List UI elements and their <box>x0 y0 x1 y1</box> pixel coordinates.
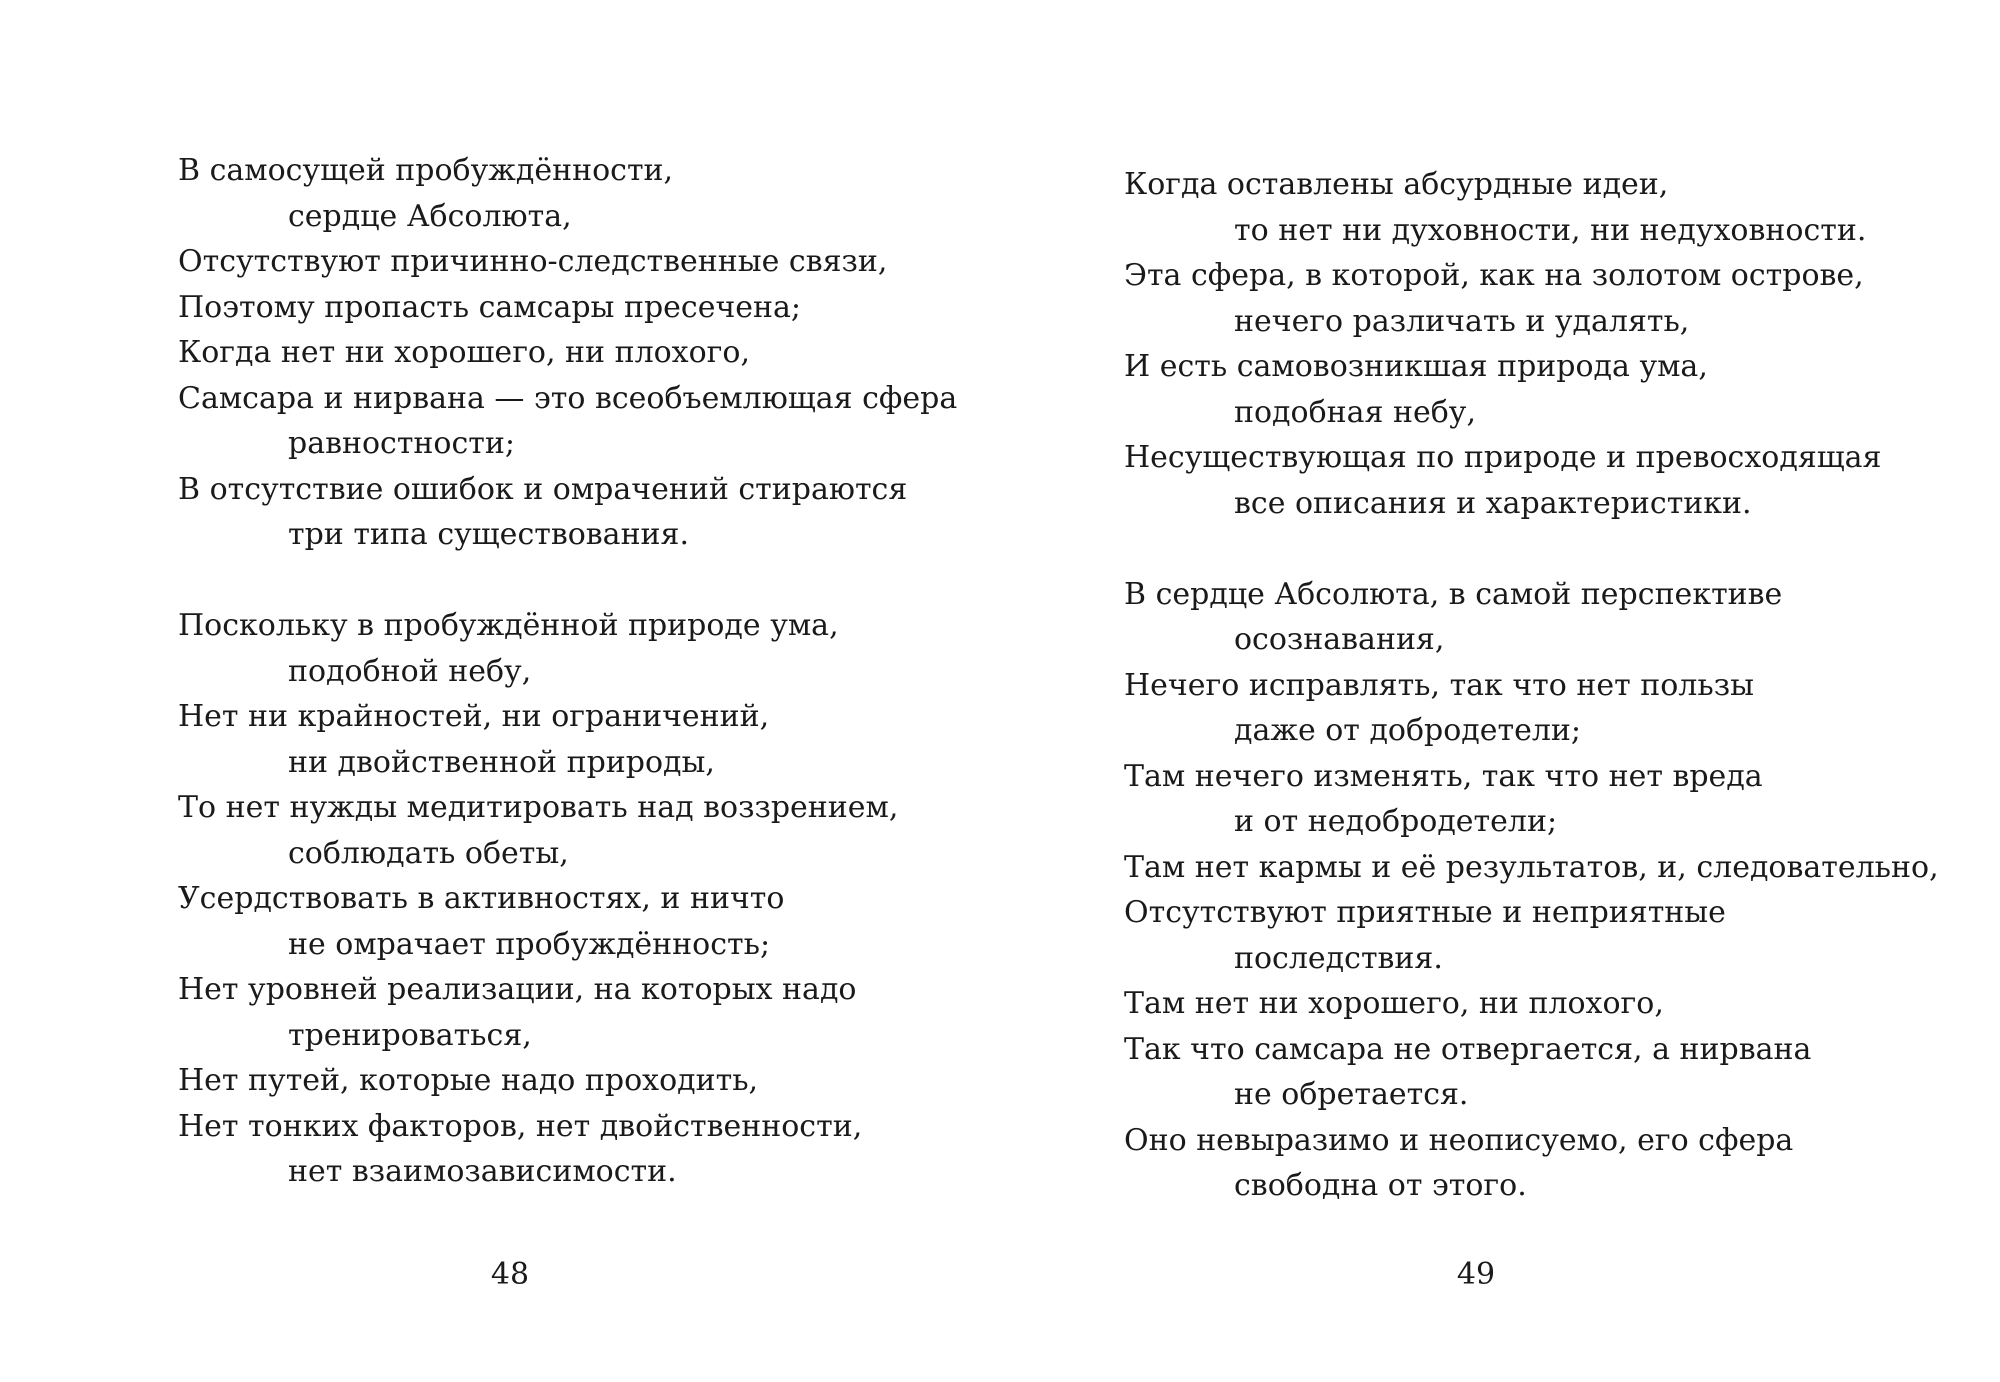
verse-line-indented: сердце Абсолюта, <box>288 198 572 234</box>
verse-line-indented: даже от добродетели; <box>1234 713 1582 748</box>
verse-line: Поэтому пропасть самсары пресечена; <box>178 289 802 325</box>
stanza <box>178 603 957 1195</box>
verse-line-indented: соблюдать обеты, <box>288 835 569 871</box>
verse-line-indented: и от недобродетели; <box>1234 804 1558 839</box>
verse-line-indented: осознавания, <box>1234 622 1445 657</box>
verse-line-indented: подобной небу, <box>288 653 532 689</box>
verse-line: Усердствовать в активностях, и ничто <box>178 881 785 916</box>
verse-line: Эта сфера, в которой, как на золотом острове, <box>1124 258 1864 293</box>
page-number: 48 <box>490 1257 530 1292</box>
verse-line-indented: все описания и характеристики. <box>1234 485 1752 521</box>
verse-line-indented: три типа существования. <box>288 517 690 552</box>
verse-line-indented: не обретается. <box>1234 1077 1469 1112</box>
verse-line-indented: ни двойственной природы, <box>288 744 715 780</box>
verse-line: Когда оставлены абсурдные идеи, <box>1124 167 1669 202</box>
verse-line-indented: последствия. <box>1234 940 1443 976</box>
verse-line: В самосущей пробуждённости, <box>178 153 674 188</box>
verse-line: Там нечего изменять, так что нет вреда <box>1124 758 1763 794</box>
verse-line-indented: нечего различать и удалять, <box>1234 303 1690 339</box>
verse-line: И есть самовозникшая природа ума, <box>1124 349 1708 384</box>
verse-line-indented: тренироваться, <box>288 1017 532 1053</box>
verse-line: Нет ни крайностей, ни ограничений, <box>178 699 770 734</box>
stanza <box>1124 162 1939 526</box>
verse-line: В отсутствие ошибок и омрачений стираются <box>178 471 908 507</box>
verse-line: То нет нужды медитировать над воззрением, <box>178 790 899 825</box>
right-page <box>1000 0 2000 1382</box>
poem-text <box>178 148 957 1195</box>
page-number: 49 <box>1456 1257 1496 1292</box>
verse-line-indented: равностности; <box>288 426 515 461</box>
verse-line: Нет уровней реализации, на которых надо <box>178 972 857 1007</box>
stanza <box>178 148 957 558</box>
verse-line-indented: то нет ни духовности, ни недуховности. <box>1234 212 1867 248</box>
verse-line: Поскольку в пробуждённой природе ума, <box>178 608 839 643</box>
verse-line-indented: свободна от этого. <box>1234 1168 1527 1203</box>
verse-line: Оно невыразимо и неописуемо, его сфера <box>1124 1122 1794 1158</box>
verse-line: Нет путей, которые надо проходить, <box>178 1063 759 1098</box>
stanza <box>1124 572 1939 1209</box>
verse-line-indented: не омрачает пробуждённость; <box>288 926 771 962</box>
verse-line: В сердце Абсолюта, в самой перспективе <box>1124 576 1783 612</box>
verse-line: Нечего исправлять, так что нет пользы <box>1124 667 1754 703</box>
verse-line: Самсара и нирвана — это всеобъемлющая сфера <box>178 380 958 416</box>
verse-line: Так что самсара не отвергается, а нирвана <box>1124 1031 1812 1067</box>
verse-line-indented: нет взаимозависимости. <box>288 1154 677 1189</box>
verse-line: Нет тонких факторов, нет двойственности, <box>178 1108 863 1144</box>
verse-line: Несуществующая по природе и превосходящая <box>1124 440 1882 475</box>
verse-line: Там нет кармы и её результатов, и, следовательно, <box>1124 849 1939 885</box>
verse-line: Отсутствуют приятные и неприятные <box>1124 895 1726 930</box>
verse-line: Отсутствуют причинно-следственные связи, <box>178 244 888 279</box>
verse-line-indented: подобная небу, <box>1234 394 1476 430</box>
poem-text <box>1124 162 1939 1209</box>
verse-line: Там нет ни хорошего, ни плохого, <box>1124 986 1664 1021</box>
verse-line: Когда нет ни хорошего, ни плохого, <box>178 335 750 370</box>
